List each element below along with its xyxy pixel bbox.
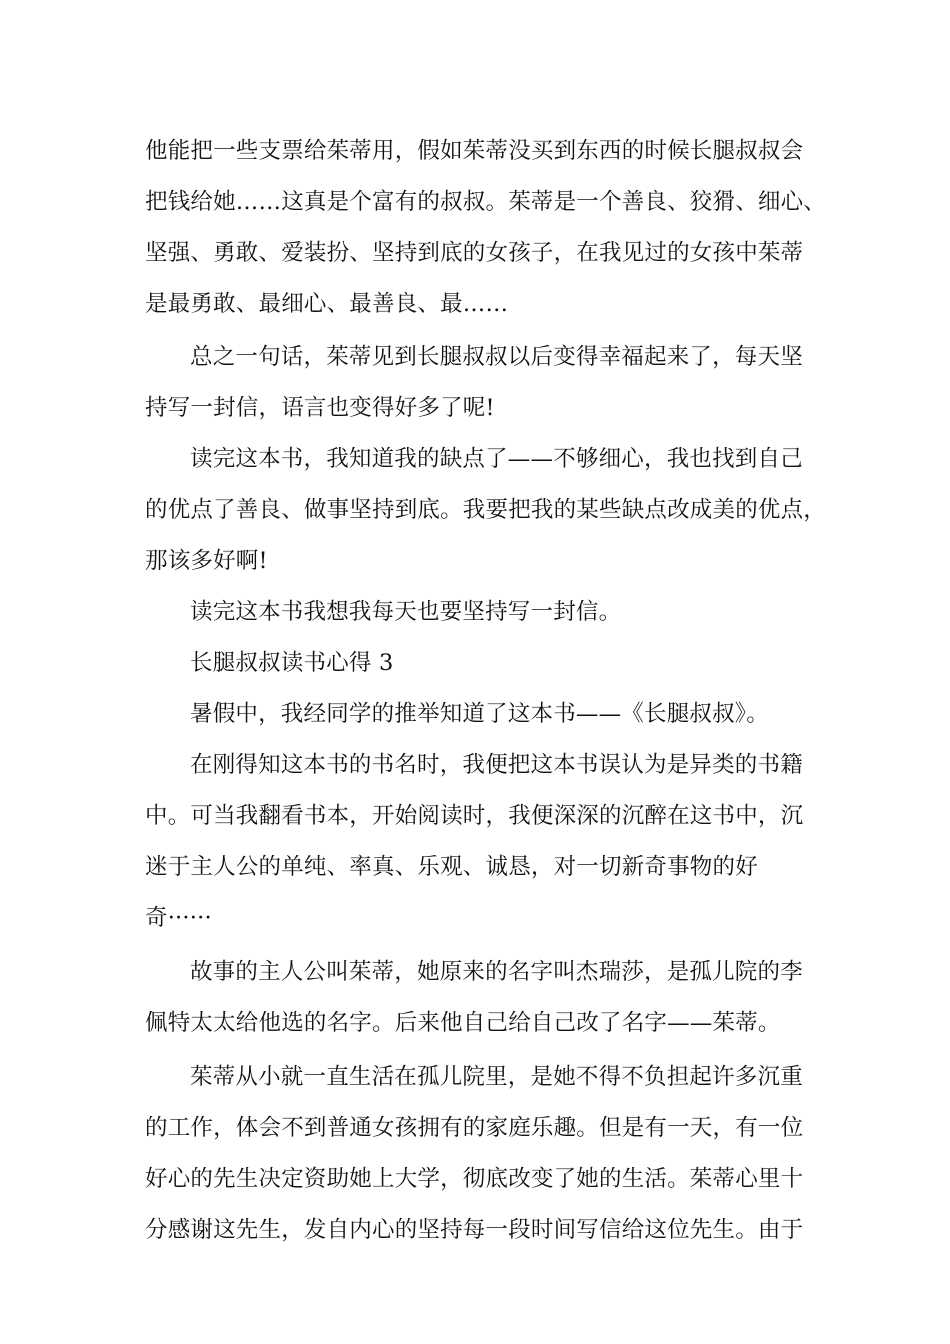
paragraph [145, 434, 825, 587]
text-line: 把钱给她……这真是个富有的叔叔。茱蒂是一个善良、狡猾、细心、 [145, 189, 827, 215]
text-line: 那该多好啊! [145, 548, 268, 574]
paragraph [145, 332, 825, 434]
text-line: 他能把一些支票给茱蒂用，假如茱蒂没买到东西的时候长腿叔叔会 [145, 138, 804, 164]
text-line: 的优点了善良、做事坚持到底。我要把我的某些缺点改成美的优点， [145, 497, 827, 523]
text-line: 是最勇敢、最细心、最善良、最…… [145, 291, 509, 317]
text-line: 的工作，体会不到普通女孩拥有的家庭乐趣。但是有一天，有一位 [145, 1115, 804, 1141]
text-line: 迷于主人公的单纯、率真、乐观、诚恳，对一切新奇事物的好 [145, 854, 758, 880]
text-line: 茱蒂从小就一直生活在孤儿院里，是她不得不负担起许多沉重 [190, 1064, 803, 1090]
text-line: 中。可当我翻看书本，开始阅读时，我便深深的沉醉在这书中，沉 [145, 803, 804, 829]
paragraph [145, 1052, 825, 1256]
text-line: 坚强、勇敢、爱装扮、坚持到底的女孩子，在我见过的女孩中茱蒂 [145, 240, 804, 266]
text-line: 持写一封信，语言也变得好多了呢! [145, 395, 495, 421]
paragraph [145, 947, 825, 1049]
paragraph [145, 126, 825, 330]
text-line: 在刚得知这本书的书名时，我便把这本书误认为是异类的书籍 [190, 752, 803, 778]
paragraph [145, 740, 825, 944]
text-line: 总之一句话，茱蒂见到长腿叔叔以后变得幸福起来了，每天坚 [190, 344, 803, 370]
text-line: 好心的先生决定资助她上大学，彻底改变了她的生活。茱蒂心里十 [145, 1166, 804, 1192]
text-line: 分感谢这先生，发自内心的坚持每一段时间写信给这位先生。由于 [145, 1217, 804, 1243]
paragraph [145, 689, 825, 740]
text-line: 读完这本书我想我每天也要坚持写一封信。 [190, 599, 622, 625]
section-heading [145, 638, 825, 689]
text-line: 佩特太太给他选的名字。后来他自己给自己改了名字——茱蒂。 [145, 1010, 781, 1036]
document-body [145, 126, 825, 1256]
text-line: 读完这本书，我知道我的缺点了——不够细心，我也找到自己 [190, 446, 803, 472]
text-line: 奇······ [145, 905, 212, 931]
paragraph [145, 587, 825, 638]
text-line: 暑假中，我经同学的推举知道了这本书——《长腿叔叔》。 [190, 701, 769, 727]
text-line: 长腿叔叔读书心得 3 [190, 650, 394, 676]
text-line: 故事的主人公叫茱蒂，她原来的名字叫杰瑞莎，是孤儿院的李 [190, 959, 803, 985]
